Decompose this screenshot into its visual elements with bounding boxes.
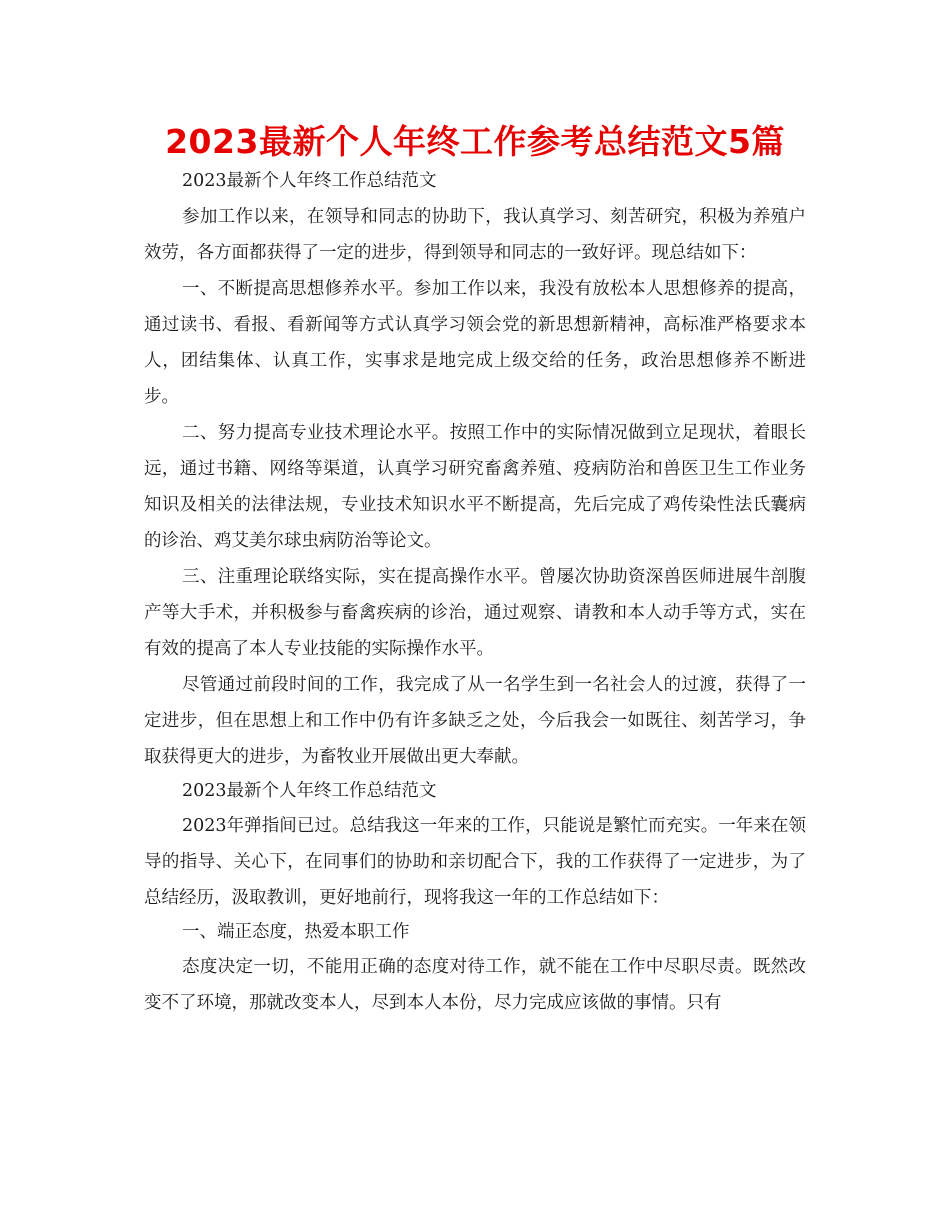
document-body: [144, 163, 806, 1021]
section-heading: 2023最新个人年终工作总结范文: [182, 171, 437, 191]
paragraph: 尽管通过前段时间的工作，我完成了从一名学生到一名社会人的过渡，获得了一定进步，但在思想上和工作中仍有许多缺乏之处，今后我会一如既往、刻苦学习，争取获得更大的进步，为畜牧业开展做出更大奉献。: [144, 675, 806, 767]
document-title: 2023最新个人年终工作参考总结范文5篇: [165, 122, 785, 161]
paragraph: 参加工作以来，在领导和同志的协助下，我认真学习、刻苦研究，积极为养殖户效劳，各方面都获得了一定的进步，得到领导和同志的一致好评。现总结如下：: [144, 207, 806, 263]
paragraph: 2023年弹指间已过。总结我这一年来的工作，只能说是繁忙而充实。一年来在领导的指导、关心下，在同事们的协助和亲切配合下，我的工作获得了一定进步，为了总结经历，汲取教训，更好地前行，现将我这一年的工作总结如下：: [144, 816, 806, 908]
paragraph: 一、端正态度，热爱本职工作: [182, 922, 410, 942]
paragraph: 态度决定一切，不能用正确的态度对待工作，就不能在工作中尽职尽责。既然改变不了环境，那就改变本人，尽到本人本份，尽力完成应该做的事情。只有: [144, 957, 806, 1013]
paragraph: 二、努力提高专业技术理论水平。按照工作中的实际情况做到立足现状，着眼长远，通过书籍、网络等渠道，认真学习研究畜禽养殖、疫病防治和兽医卫生工作业务知识及相关的法律法规，专业技术知识水平不断提高，先后完成了鸡传染性法氏囊病的诊治、鸡艾美尔球虫病防治等论文。: [144, 423, 806, 551]
paragraph: 三、注重理论联络实际，实在提高操作水平。曾屡次协助资深兽医师进展牛剖腹产等大手术，并积极参与畜禽疾病的诊治，通过观察、请教和本人动手等方式，实在有效的提高了本人专业技能的实际操作水平。: [144, 567, 806, 659]
paragraph: 一、不断提高思想修养水平。参加工作以来，我没有放松本人思想修养的提高，通过读书、看报、看新闻等方式认真学习领会党的新思想新精神，高标准严格要求本人，团结集体、认真工作，实事求是地完成上级交给的任务，政治思想修养不断进步。: [144, 279, 806, 407]
section-heading: 2023最新个人年终工作总结范文: [182, 781, 437, 801]
